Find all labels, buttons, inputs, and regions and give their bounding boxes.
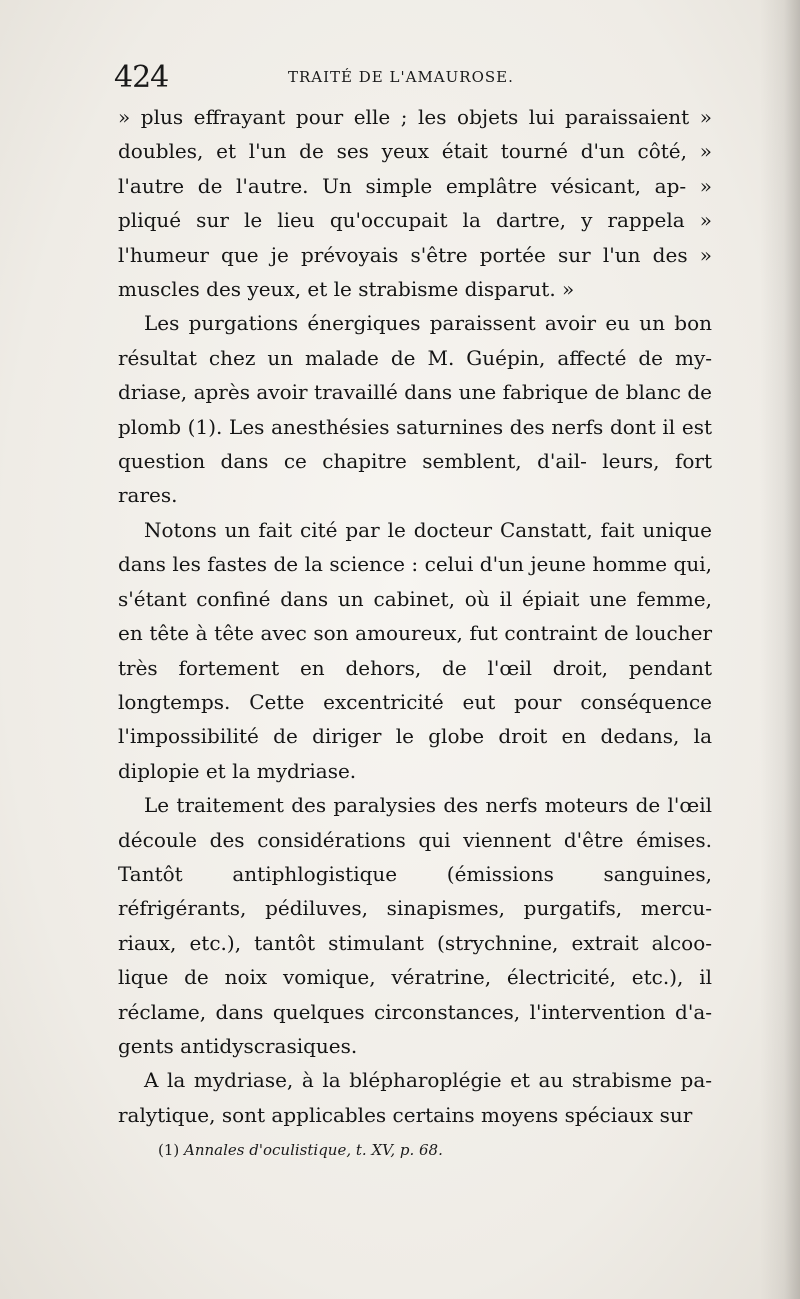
footnote-marker: (1) (158, 1141, 180, 1159)
paragraph-mydriase: A la mydriase, à la blépharoplégie et au strabisme pa- ralytique, sont applicables certains moyens spéciaux sur (118, 1068, 712, 1127)
footnote (158, 1139, 698, 1161)
page-header (114, 58, 724, 94)
paragraph-traitement: Le traitement des paralysies des nerfs moteurs de l'œil découle des considérations qui viennent d'être émises. Tantôt antiphlogistique (émissions sanguines, réfrigérants, pédiluves, sinapismes, purgatifs, mercu- riaux, etc.), tantôt stimulant (strychnine, extrait alcoo- lique de noix vomique, vératrine, électricité, etc.), il réclame, dans quelques circonstances, l'intervention d'a- gents antidyscrasiques. (118, 793, 712, 1058)
footnote-text: Annales d'oculistique, t. XV, p. 68. (184, 1141, 443, 1159)
running-title: TRAITÉ DE L'AMAUROSE. (288, 68, 514, 86)
body-text (118, 100, 712, 1132)
paragraph-purgations: Les purgations énergiques paraissent avoir eu un bon résultat chez un malade de M. Guépin, affecté de my- driase, après avoir travaillé dans une fabrique de blanc de plomb (1). Les anesthésies saturnines des nerfs dont il est question dans ce chapitre semblent, d'ail- leurs, fort rares. (118, 311, 712, 508)
page-number: 424 (114, 60, 169, 95)
paragraph-canstatt: Notons un fait cité par le docteur Canstatt, fait unique dans les fastes de la science : celui d'un jeune homme qui, s'étant confiné dans un cabinet, où il épiait une femme, en tête à tête avec son amoureux, fut contraint de loucher très fortement en dehors, de l'œil droit, pendant longtemps. Cette excentricité eut pour conséquence l'impossibilité de diriger le globe droit en dedans, la diplopie et la mydriase. (118, 517, 712, 783)
page-edge-shadow (760, 0, 800, 1299)
paragraph-quote-continuation: » plus effrayant pour elle ; les objets lui paraissaient » doubles, et l'un de ses yeux était tourné d'un côté, » l'autre de l'autre. Un simple emplâtre vésicant, ap- » pliqué sur le lieu qu'occupait la dartre, y rappela » l'humeur que je prévoyais s'être portée sur l'un des » muscles des yeux, et le strabisme disparut. » (118, 105, 712, 302)
